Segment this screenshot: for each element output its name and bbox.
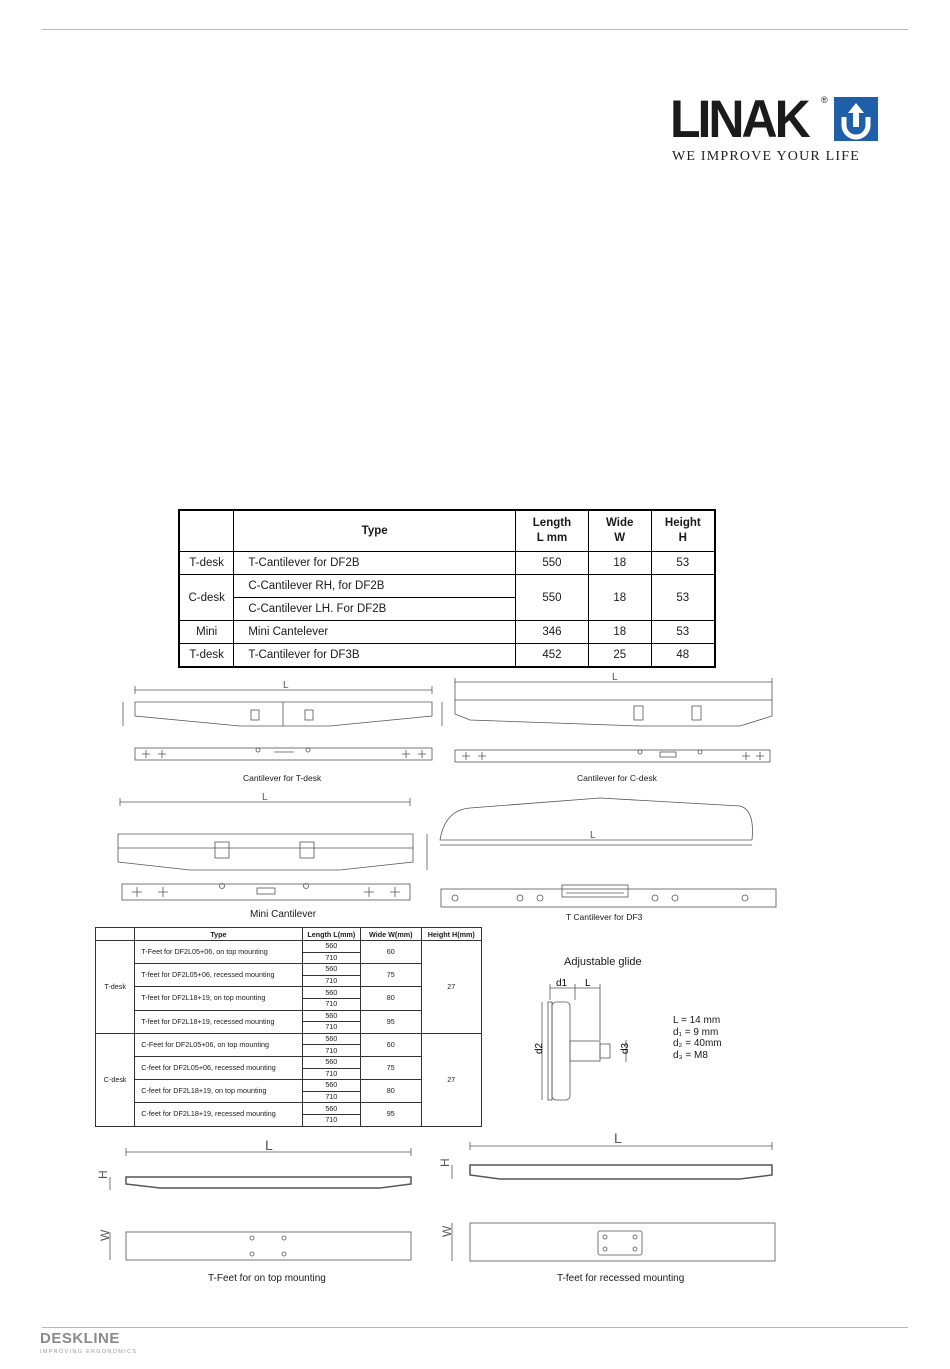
length-cell: 346	[516, 621, 589, 644]
desk-cell: Mini	[179, 621, 234, 644]
length-cell: 710	[302, 1045, 360, 1057]
mini-cantilever-drawing	[118, 798, 427, 900]
type-cell: Mini Cantelever	[234, 621, 516, 644]
length-cell: 550	[516, 575, 589, 621]
length-cell: 560	[302, 1103, 360, 1115]
t-feet-recessed-drawing	[452, 1142, 775, 1261]
type-cell: T-feet for DF2L18+19, on top mounting	[135, 987, 302, 1010]
wide-cell: 80	[361, 987, 421, 1010]
wide-cell: 80	[361, 1080, 421, 1103]
df3-cantilever-drawing	[440, 798, 776, 907]
height-cell: 27	[421, 1033, 481, 1126]
header-height: Height H	[651, 510, 715, 552]
wide-cell: 75	[361, 964, 421, 987]
glide-title: Adjustable glide	[564, 956, 642, 968]
type-cell: C-feet for DF2L18+19, on top mounting	[135, 1080, 302, 1103]
caption-df3: T Cantilever for DF3	[566, 912, 643, 922]
type-cell: T-feet for DF2L05+06, recessed mounting	[135, 964, 302, 987]
dim-label-l: L	[612, 672, 618, 683]
length-cell: 560	[302, 1033, 360, 1045]
dim-label-l: L	[614, 1130, 622, 1146]
wide-cell: 95	[361, 1103, 421, 1126]
length-cell: 710	[302, 1091, 360, 1103]
desk-cell: T-desk	[179, 644, 234, 668]
dim-label-w: W	[98, 1229, 112, 1241]
type-cell: T-feet for DF2L18+19, recessed mounting	[135, 1010, 302, 1033]
length-cell: 550	[516, 552, 589, 575]
glide-dim-d1: d₁ = 9 mm	[673, 1026, 719, 1038]
feet-table	[95, 927, 482, 1127]
logo-registered-mark: ®	[821, 95, 828, 105]
desk-cell: C-desk	[179, 575, 234, 621]
wide-cell: 95	[361, 1010, 421, 1033]
c-desk-cantilever-drawing	[455, 678, 772, 762]
dim-label-l: L	[262, 792, 268, 803]
type-cell: C-Feet for DF2L05+06, on top mounting	[135, 1033, 302, 1056]
desk-cell: T-desk	[179, 552, 234, 575]
t-feet-top-drawing	[110, 1148, 411, 1260]
type-cell: C-Cantilever RH, for DF2B	[234, 575, 516, 598]
length-cell: 710	[302, 1022, 360, 1034]
length-cell: 560	[302, 1080, 360, 1092]
header-type: Type	[234, 510, 516, 552]
glide-label-d2: d2	[534, 1042, 545, 1054]
footer-brand: DESKLINE	[40, 1330, 120, 1347]
dim-label-l: L	[283, 680, 289, 691]
dim-label-h: H	[438, 1158, 452, 1167]
length-cell: 710	[302, 1114, 360, 1126]
wide-cell: 60	[361, 941, 421, 964]
caption-feet-top: T-Feet for on top mounting	[208, 1273, 326, 1284]
glide-dim-d3: d₃ = M8	[673, 1049, 708, 1061]
desk-cell: T-desk	[96, 941, 135, 1034]
glide-dim-l: L = 14 mm	[673, 1015, 721, 1026]
bottom-rule	[42, 1327, 908, 1328]
header-length: Length L mm	[516, 510, 589, 552]
length-cell: 560	[302, 941, 360, 953]
type-cell: T-Cantilever for DF2B	[234, 552, 516, 575]
height-cell: 53	[651, 621, 715, 644]
caption-t-desk: Cantilever for T-desk	[243, 773, 322, 783]
glide-label-d1: d1	[556, 978, 568, 989]
wide-cell: 60	[361, 1033, 421, 1056]
logo-tagline: WE IMPROVE YOUR LIFE	[672, 149, 860, 164]
length-cell: 710	[302, 952, 360, 964]
wide-cell: 18	[588, 575, 651, 621]
dim-label-l: L	[590, 830, 596, 841]
header-wide: Wide W(mm)	[361, 928, 421, 941]
type-cell: C-feet for DF2L05+06, recessed mounting	[135, 1056, 302, 1079]
wide-cell: 18	[588, 621, 651, 644]
type-cell: C-Cantilever LH. For DF2B	[234, 598, 516, 621]
height-cell: 48	[651, 644, 715, 668]
wide-cell: 75	[361, 1056, 421, 1079]
length-cell: 560	[302, 1056, 360, 1068]
header-height: Height H(mm)	[421, 928, 481, 941]
type-cell: C-feet for DF2L18+19, recessed mounting	[135, 1103, 302, 1126]
dim-label-h: H	[96, 1170, 110, 1179]
glide-label-l: L	[585, 978, 591, 989]
desk-cell: C-desk	[96, 1033, 135, 1126]
dim-label-l: L	[265, 1137, 273, 1153]
length-cell: 560	[302, 1010, 360, 1022]
header-empty	[96, 928, 135, 941]
caption-mini: Mini Cantilever	[250, 909, 317, 920]
glide-dimensions	[673, 1015, 722, 1061]
logo-wordmark: LINAK	[670, 89, 808, 149]
glide-dim-d2: d₂ = 40mm	[673, 1038, 722, 1049]
length-cell: 710	[302, 1068, 360, 1080]
height-cell: 53	[651, 552, 715, 575]
table-row	[96, 1033, 482, 1045]
dim-label-w: W	[440, 1225, 454, 1237]
caption-feet-recessed: T-feet for recessed mounting	[557, 1273, 685, 1284]
caption-c-desk: Cantilever for C-desk	[577, 773, 657, 783]
type-cell: T-Cantilever for DF3B	[234, 644, 516, 668]
length-cell: 452	[516, 644, 589, 668]
length-cell: 710	[302, 998, 360, 1010]
t-desk-cantilever-drawing	[123, 686, 442, 760]
table-header-row	[96, 928, 482, 941]
header-type: Type	[135, 928, 302, 941]
table-row	[96, 941, 482, 953]
type-cell: T-Feet for DF2L05+06, on top mounting	[135, 941, 302, 964]
height-cell: 53	[651, 575, 715, 621]
length-cell: 560	[302, 964, 360, 976]
glide-label-d3: d3	[620, 1042, 631, 1054]
height-cell: 27	[421, 941, 481, 1034]
length-cell: 560	[302, 987, 360, 999]
length-cell: 710	[302, 975, 360, 987]
footer-tagline: IMPROVING ERGONOMICS	[40, 1349, 138, 1355]
header-length: Length L(mm)	[302, 928, 360, 941]
wide-cell: 18	[588, 552, 651, 575]
adjustable-glide-drawing	[542, 984, 626, 1100]
header-wide: Wide W	[588, 510, 651, 552]
wide-cell: 25	[588, 644, 651, 668]
